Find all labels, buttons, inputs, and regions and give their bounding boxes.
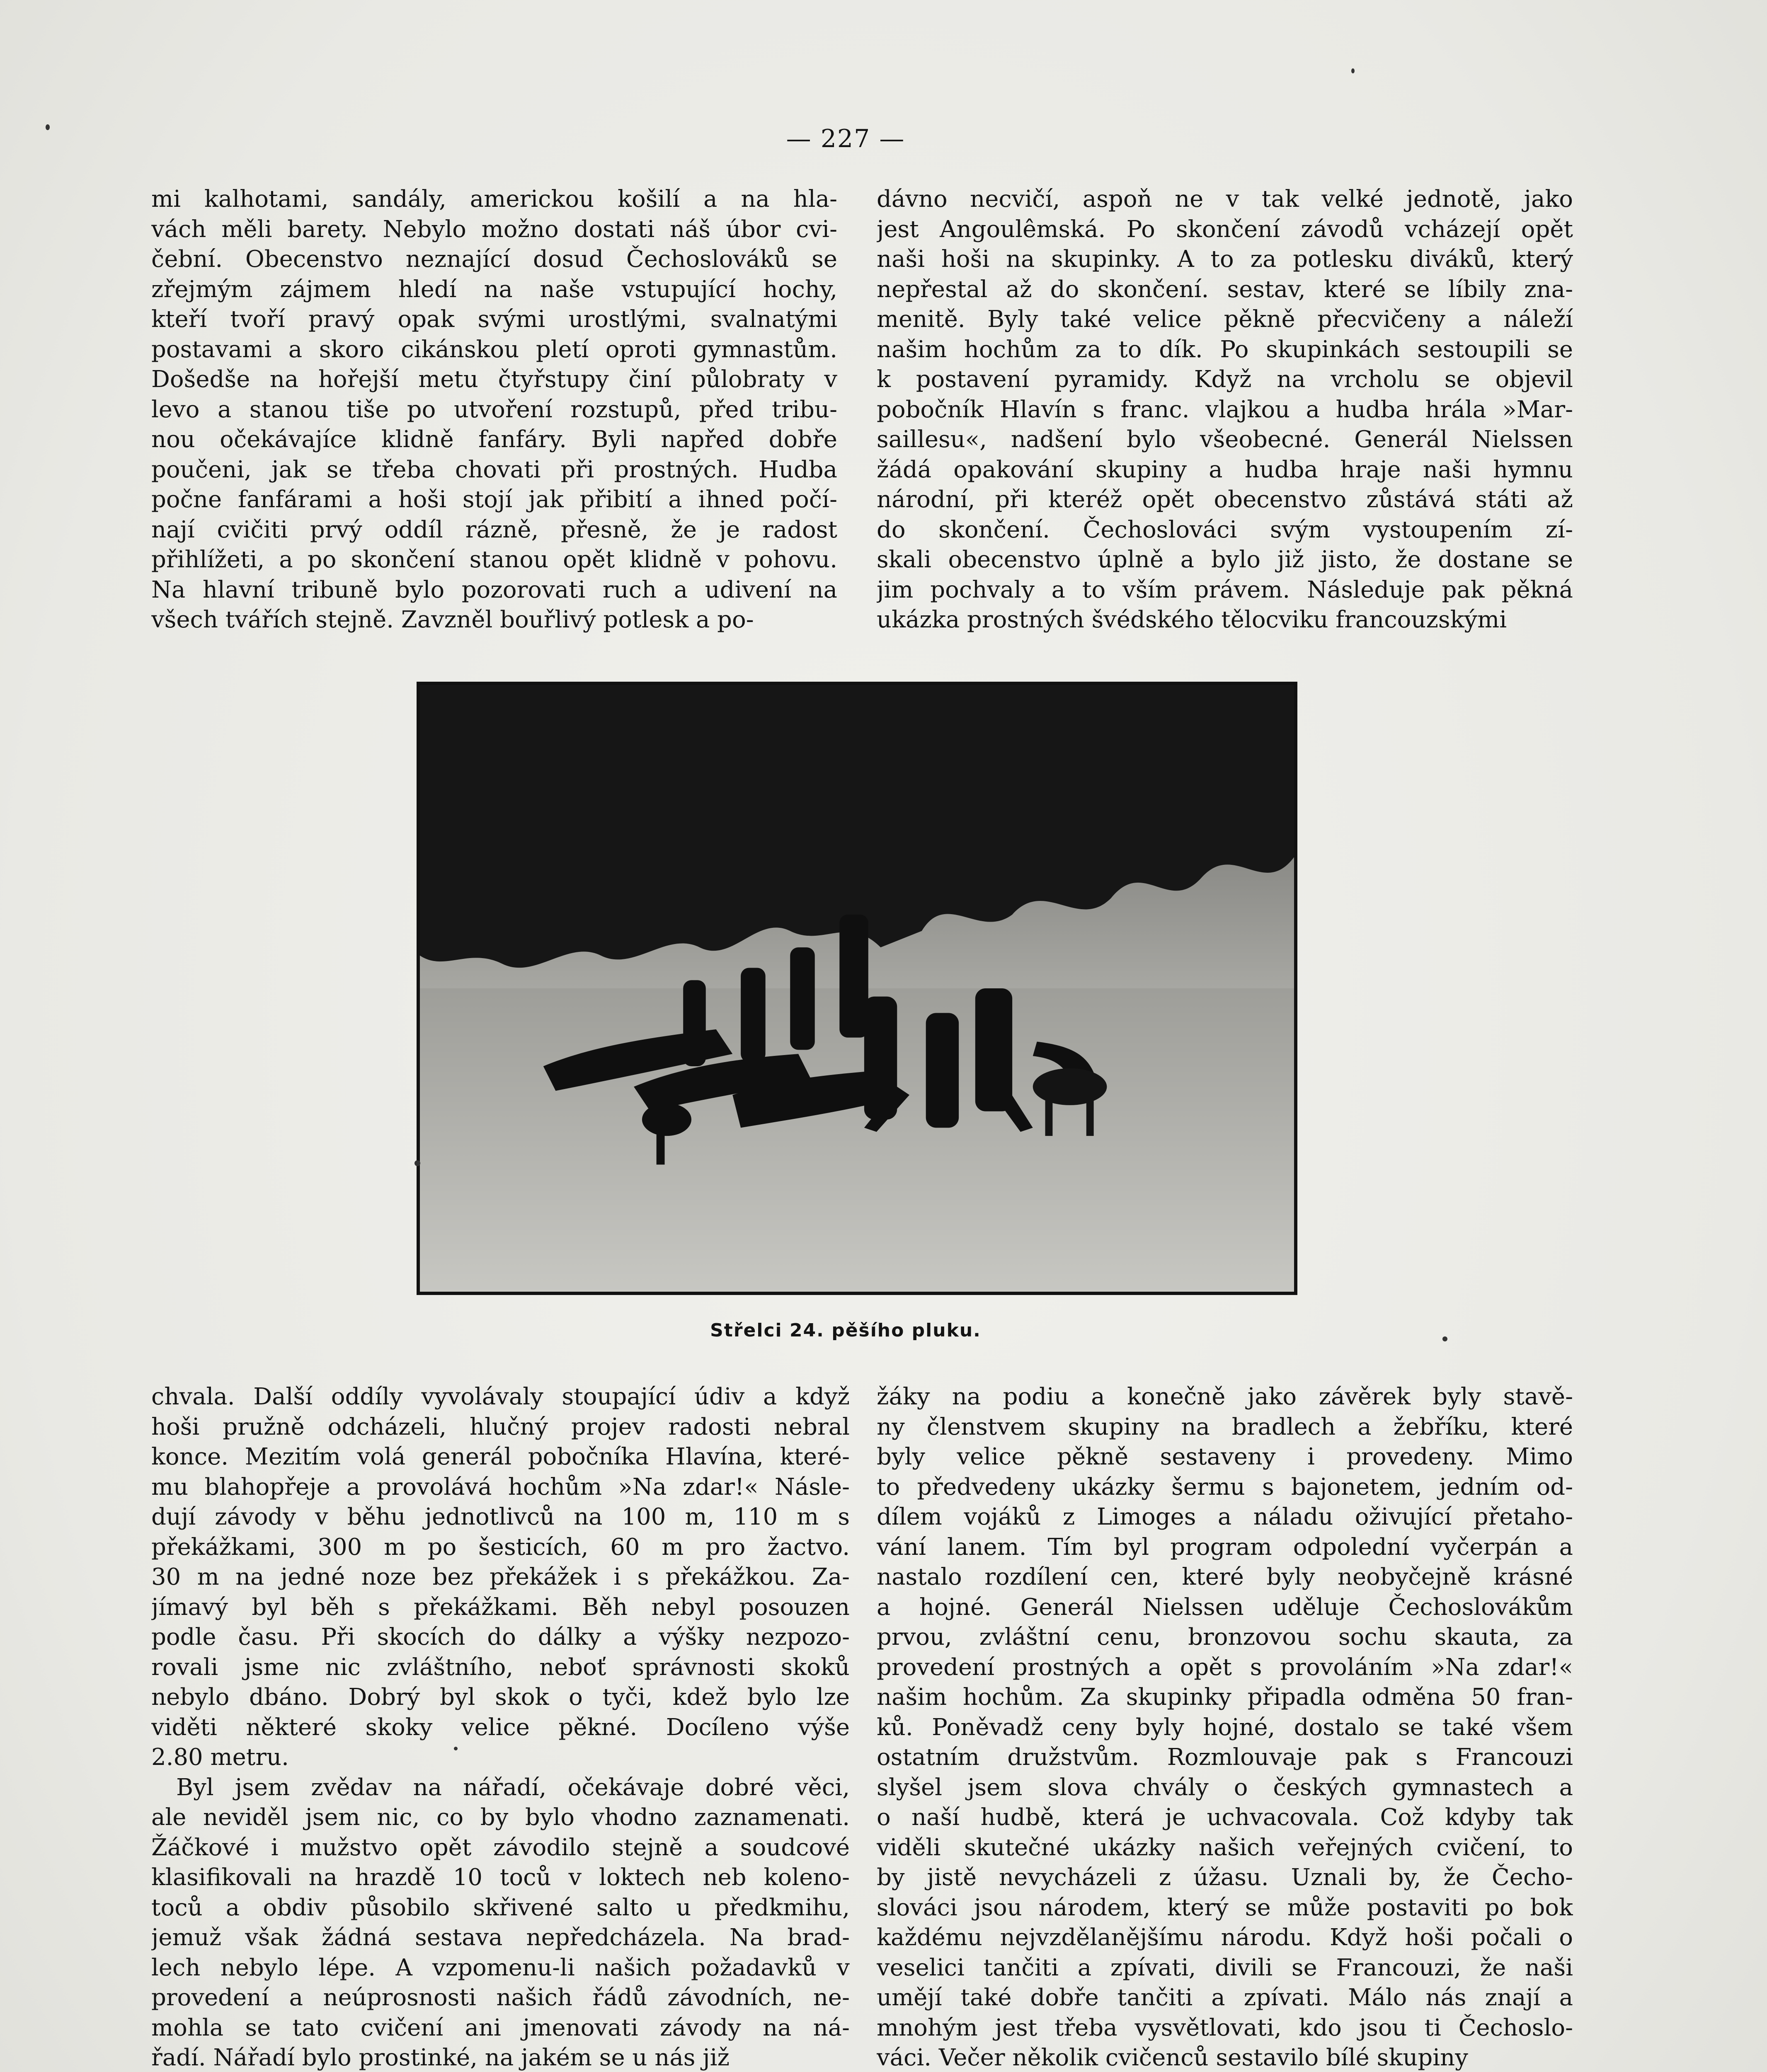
text-line: do skončení. Čechoslováci svým vystoupením zí- [877,516,1573,543]
text-line: viděli skutečné ukázky našich veřejných cvičení, to [877,1834,1573,1861]
text-line: dují závody v běhu jednotlivců na 100 m, 110 m s [151,1503,850,1530]
scan-speck [1442,1336,1447,1341]
text-line: žáky na podiu a konečně jako závěrek byly stavě- [877,1383,1573,1410]
text-line: klasifikovali na hrazdě 10 toců v loktech neb koleno- [151,1864,850,1891]
text-line: nastalo rozdílení cen, které byly neobyčejně krásné [877,1564,1573,1590]
text-line: nepřestal až do skončení. sestav, které se líbily zna- [877,276,1573,303]
text-line: umějí také dobře tančiti a zpívati. Málo nás znají a [877,1984,1573,2011]
text-line: to předvedeny ukázky šermu s bajonetem, jedním od- [877,1473,1573,1501]
text-line: podle času. Při skocích do dálky a výšky nezpozo- [151,1624,850,1651]
text-line: vání lanem. Tím byl program odpolední vyčerpán a [877,1533,1573,1561]
text-line: dílem vojáků z Limoges a náladu oživující přetaho- [877,1503,1573,1530]
text-line: ostatním družstvům. Rozmlouvaje pak s Francouzi [877,1744,1573,1771]
text-line: našim hochům. Za skupinky připadla odměna 50 fran- [877,1684,1573,1711]
text-line: zřejmým zájmem hledí na naše vstupující hochy, [151,276,837,303]
text-line: k postavení pyramidy. Když na vrcholu se objevil [877,366,1573,393]
text-line: počne fanfárami a hoši stojí jak přibití a ihned počí- [151,486,837,513]
page-number: — 227 — [786,124,905,153]
text-line: jímavý byl běh s překážkami. Běh nebyl posouzen [151,1593,850,1621]
text-line: toců a obdiv působilo skřivené salto u předkmihu, [151,1894,850,1921]
text-line: naši hoši na skupinky. A to za potlesku diváků, který [877,246,1573,273]
text-line: Na hlavní tribuně bylo pozorovati ruch a udivení na [151,576,837,603]
text-line: poučeni, jak se třeba chovati při prostných. Hudba [151,456,837,483]
text-line: mohla se tato cvičení ani jmenovati závody na ná- [151,2014,850,2041]
text-line: jim pochvaly a to vším právem. Následuje pak pěkná [877,576,1573,603]
text-line: kteří tvoří pravý opak svými urostlými, svalnatými [151,306,837,333]
photo-scene [420,685,1294,1292]
text-line: mi kalhotami, sandály, americkou košilí a na hla- [151,186,837,213]
text-line: provedení prostných a opět s provoláním »Na zdar!« [877,1653,1573,1681]
text-line: levo a stanou tiše po utvoření rozstupů, před tribu- [151,396,837,423]
column-bottom-left [151,1382,850,2072]
text-line: pobočník Hlavín s franc. vlajkou a hudba hrála »Mar- [877,396,1573,423]
text-line: 30 m na jedné noze bez překážek i s překážkou. Za- [151,1564,850,1590]
photo-caption: Střelci 24. pěšího pluku. [710,1320,981,1341]
text-line: ků. Poněvadž ceny byly hojné, dostalo se také všem [877,1714,1573,1741]
text-line: vách měli barety. Nebylo možno dostati náš úbor cvi- [151,215,837,243]
scan-speck [454,1747,458,1750]
text-line: překážkami, 300 m po šesticích, 60 m pro žactvo. [151,1533,850,1561]
text-line: konce. Mezitím volá generál pobočníka Hlavína, které- [151,1443,850,1470]
text-line: Byl jsem zvědav na nářadí, očekávaje dobré věci, [176,1774,850,1801]
text-line: skali obecenstvo úplně a bylo již jisto, že dostane se [877,546,1573,573]
text-line: 2.80 metru. [151,1744,289,1771]
column-top-left [151,184,837,635]
text-line: našim hochům za to dík. Po skupinkách sestoupili se [877,336,1573,363]
text-line: ale neviděl jsem nic, co by bylo vhodno zaznamenati. [151,1804,850,1831]
scan-speck [414,1160,420,1166]
text-line: lech nebylo lépe. A vzpomenu-li našich požadavků v [151,1954,850,1981]
text-line: menitě. Byly také velice pěkně přecvičeny a náleží [877,306,1573,333]
text-line: ny členstvem skupiny na bradlech a žebříku, které [877,1413,1573,1440]
text-line: čební. Obecenstvo neznající dosud Čechoslováků se [151,246,837,273]
text-line: nají cvičiti prvý oddíl rázně, přesně, že je radost [151,516,837,543]
text-line: žádá opakování skupiny a hudba hraje naši hymnu [877,456,1573,483]
text-line: řadí. Nářadí bylo prostinké, na jakém se u nás již [151,2044,730,2071]
text-line: hoši pružně odcházeli, hlučný projev radosti nebral [151,1413,850,1440]
scan-speck [1351,68,1355,73]
text-line: saillesu«, nadšení bylo všeobecné. Generál Nielssen [877,426,1573,453]
text-line: o naší hudbě, která je uchvacovala. Což kdyby tak [877,1804,1573,1831]
text-line: jemuž však žádná sestava nepředcházela. Na brad- [151,1924,850,1951]
text-line: slováci jsou národem, který se může postaviti po bok [877,1894,1573,1921]
column-top-right [877,184,1573,635]
text-line: mu blahopřeje a provolává hochům »Na zdar!« Násle- [151,1473,850,1501]
text-line: postavami a skoro cikánskou pletí oproti gymnastům. [151,336,837,363]
text-line: mnohým jest třeba vysvětlovati, kdo jsou ti Čechoslo- [877,2014,1573,2041]
text-line: národní, při kteréž opět obecenstvo zůstává státi až [877,486,1573,513]
riflemen-gymnastics-pyramid-photo [417,682,1297,1295]
text-line: viděti některé skoky velice pěkné. Docíleno výše [151,1714,850,1741]
text-line: nou očekávajíce klidně fanfáry. Byli napřed dobře [151,426,837,453]
text-line: nebylo dbáno. Dobrý byl skok o tyči, kdež bylo lze [151,1684,850,1711]
text-line: dávno necvičí, aspoň ne v tak velké jednotě, jako [877,186,1573,213]
text-line: váci. Večer několik cvičenců sestavilo bílé skupiny [877,2044,1468,2071]
text-line: by jistě nevycházeli z úžasu. Uznali by, že Čecho- [877,1864,1573,1891]
text-line: Žáčkové i mužstvo opět závodilo stejně a soudcové [151,1834,850,1861]
text-line: ukázka prostných švédského tělocviku francouzskými [877,606,1507,633]
scan-speck [46,124,50,130]
text-line: rovali jsme nic zvláštního, neboť správnosti skoků [151,1653,850,1681]
text-line: přihlížeti, a po skončení stanou opět klidně v pohovu. [151,546,837,573]
text-line: a hojné. Generál Nielssen uděluje Čechoslovákům [877,1593,1573,1621]
text-line: jest Angoulêmská. Po skončení závodů vcházejí opět [877,215,1573,243]
text-line: provedení a neúprosnosti našich řádů závodních, ne- [151,1984,850,2011]
text-line: byly velice pěkně sestaveny i provedeny. Mimo [877,1443,1573,1470]
text-line: každému nejvzdělanějšímu národu. Když hoši počali o [877,1924,1573,1951]
column-bottom-right [877,1382,1573,2072]
text-line: prvou, zvláštní cenu, bronzovou sochu skauta, za [877,1624,1573,1651]
text-line: slyšel jsem slova chvály o českých gymnastech a [877,1774,1573,1801]
text-line: chvala. Další oddíly vyvolávaly stoupající údiv a když [151,1383,850,1410]
text-line: všech tvářích stejně. Zavzněl bouřlivý potlesk a po- [151,606,754,633]
text-line: veselici tančiti a zpívati, divili se Francouzi, že naši [877,1954,1573,1981]
text-line: Došedše na hořejší metu čtyřstupy činí půlobraty v [151,366,837,393]
